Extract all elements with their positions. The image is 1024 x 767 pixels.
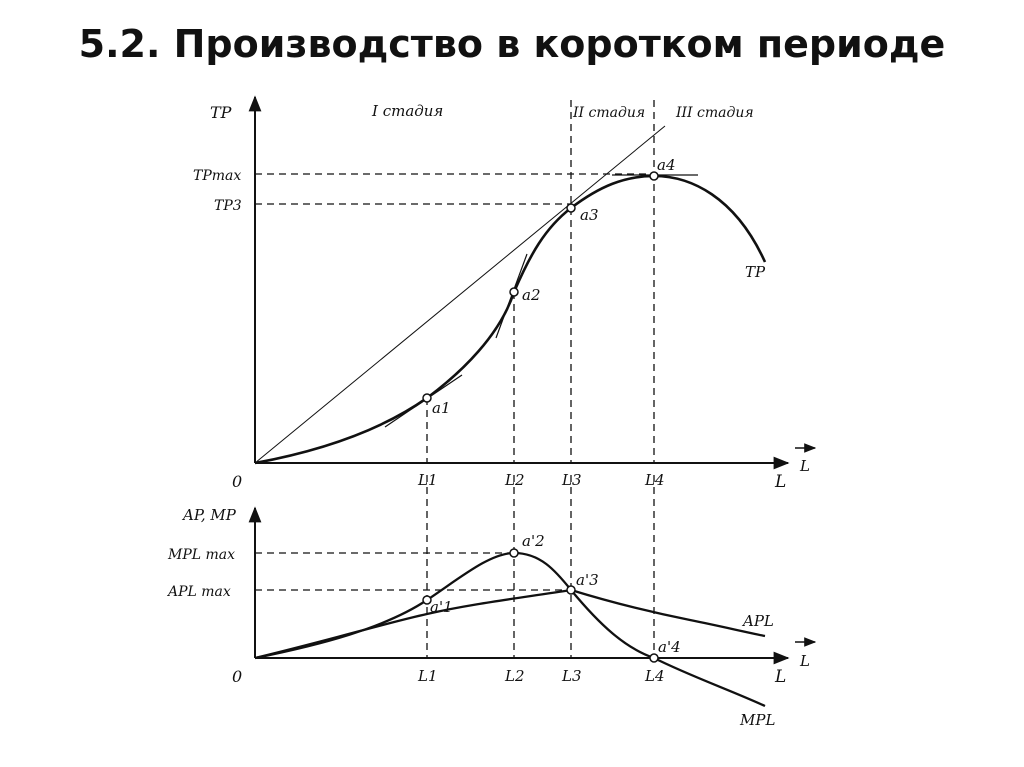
tick-apl-max: APL max xyxy=(168,584,231,600)
apmp-x-axis-arrow-label: L xyxy=(800,652,810,670)
point-a2-prime xyxy=(510,549,518,557)
point-a1 xyxy=(423,394,431,402)
stage-label-3: III стадия xyxy=(676,105,754,121)
apmp-y-axis-label: AP, MP xyxy=(183,506,236,524)
point-label-a2: a2 xyxy=(522,286,541,304)
tp-origin-label: 0 xyxy=(232,472,243,491)
point-label-a4: a4 xyxy=(657,156,676,174)
tp-y-axis-label: TP xyxy=(210,103,232,122)
tick-mpl-max: MPL max xyxy=(168,547,236,563)
apmp-origin-label: 0 xyxy=(232,667,243,686)
apmp-tick-l2: L2 xyxy=(505,667,525,685)
slide-title: 5.2. Производство в коротком периоде xyxy=(78,22,946,66)
tp-x-axis-label: L xyxy=(775,472,787,492)
point-label-a3-prime: a'3 xyxy=(576,571,599,589)
tp-tick-l4: L4 xyxy=(645,471,665,489)
point-label-a4-prime: a'4 xyxy=(658,638,681,656)
series-label-apl: APL xyxy=(743,612,774,630)
apmp-tick-l1: L1 xyxy=(418,667,438,685)
series-label-mpl: MPL xyxy=(740,711,776,729)
point-a2 xyxy=(510,288,518,296)
point-label-a3: a3 xyxy=(580,206,599,224)
tp-tick-l1: L1 xyxy=(418,471,438,489)
tp-tick-l3: L3 xyxy=(562,471,582,489)
apmp-tick-l4: L4 xyxy=(645,667,665,685)
point-label-a1-prime: a'1 xyxy=(430,598,453,616)
tick-tp3: TP3 xyxy=(214,198,242,214)
stage-label-2: II стадия xyxy=(573,105,646,121)
apmp-x-axis-label: L xyxy=(775,667,787,687)
point-a3-prime xyxy=(567,586,575,594)
stage-label-1: I стадия xyxy=(372,102,444,120)
tick-tpmax: TPmax xyxy=(193,168,242,184)
point-label-a2-prime: a'2 xyxy=(522,532,545,550)
point-label-a1: a1 xyxy=(432,399,451,417)
tp-tick-l2: L2 xyxy=(505,471,525,489)
point-a3 xyxy=(567,204,575,212)
ap-curve xyxy=(255,590,765,658)
apmp-tick-l3: L3 xyxy=(562,667,582,685)
tp-x-axis-arrow-label: L xyxy=(800,457,810,475)
series-label-tp: TP xyxy=(745,263,766,281)
tp-chart xyxy=(193,97,815,492)
tp-curve xyxy=(255,176,765,463)
ap-mp-chart xyxy=(166,475,815,729)
origin-ray xyxy=(255,126,665,463)
point-a4-prime xyxy=(650,654,658,662)
